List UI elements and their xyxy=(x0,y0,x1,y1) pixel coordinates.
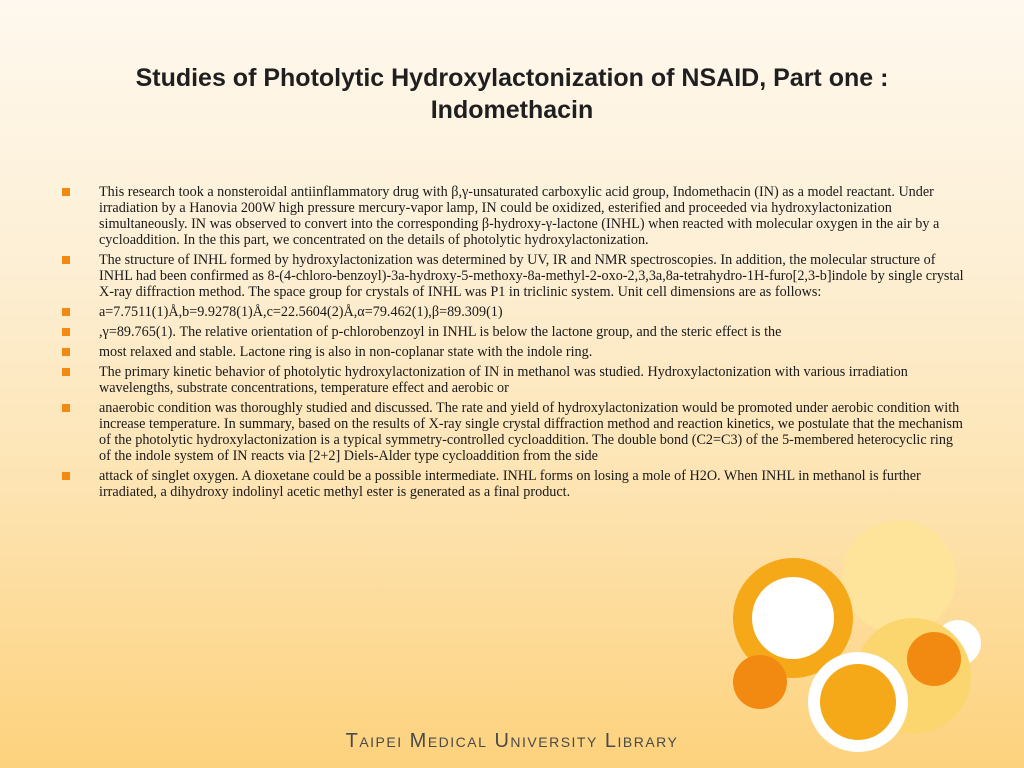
bullet-text: attack of singlet oxygen. A dioxetane could be a possible intermediate. INHL forms on losing a mole of H2O. When INHL in methanol is further irradiated, a dihydroxy indolinyl acetic methyl ester is generated as a final product. xyxy=(99,468,921,500)
square-bullet-icon xyxy=(62,188,70,196)
bullet-item xyxy=(62,364,964,396)
square-bullet-icon xyxy=(62,368,70,376)
decorative-circle-white xyxy=(752,577,834,659)
decorative-circle-pale-yellow xyxy=(842,520,956,634)
bullet-text: This research took a nonsteroidal antiinflammatory drug with β,γ-unsaturated carboxylic acid group, Indomethacin (IN) as a model reactant. Under irradiation by a Hanovia 200W high pressure mercury-vapor lamp, IN could be oxidized, esterified and proceeded via hydroxylactonization simultaneously. IN was observed to convert into the corresponding β-hydroxy-γ-lactone (INHL) when reacted with molecular oxygen in the air by a cycloaddition. In the this part, we concentrated on the details of photolytic hydroxylactonization. xyxy=(99,184,940,248)
bullet-item xyxy=(62,400,964,464)
bullet-text: most relaxed and stable. Lactone ring is also in non-coplanar state with the indole ring. xyxy=(99,344,593,360)
square-bullet-icon xyxy=(62,256,70,264)
bullet-item xyxy=(62,252,964,300)
decorative-circle-amber-inner xyxy=(820,664,896,740)
slide-title-line2: Indomethacin xyxy=(430,96,594,124)
slide-title xyxy=(60,62,964,126)
bullet-text: a=7.7511(1)Å,b=9.9278(1)Å,c=22.5604(2)Å,α=79.462(1),β=89.309(1) xyxy=(99,304,503,320)
slide-title-line1: Studies of Photolytic Hydroxylactonization of NSAID, Part one : xyxy=(135,64,889,92)
bullet-text: The structure of INHL formed by hydroxylactonization was determined by UV, IR and NMR spectroscopies. In addition, the molecular structure of INHL had been confirmed as 8-(4-chloro-benzoyl)-3a-hydroxy-5-methoxy-8a-methyl-2-oxo-2,3,3a,8a-tetrahydro-1H-furo[2,3-b]indole by single crystal X-ray diffraction method. The space group for crystals of INHL was P1 in triclinic system. Unit cell dimensions are as follows: xyxy=(99,252,964,300)
bullet-item xyxy=(62,304,964,320)
footer-library-name: Taipei Medical University Library xyxy=(345,730,679,752)
bullet-text: The primary kinetic behavior of photolytic hydroxylactonization of IN in methanol was studied. Hydroxylactonization with various irradiation wavelengths, substrate concentrations, temperature effect and aerobic or xyxy=(99,364,908,396)
square-bullet-icon xyxy=(62,308,70,316)
bullet-item xyxy=(62,344,964,360)
square-bullet-icon xyxy=(62,472,70,480)
decorative-circle-orange-right xyxy=(907,632,961,686)
square-bullet-icon xyxy=(62,328,70,336)
square-bullet-icon xyxy=(62,348,70,356)
bullet-item xyxy=(62,184,964,248)
bullet-list xyxy=(62,184,964,504)
bullet-item xyxy=(62,324,964,340)
bullet-text: ,γ=89.765(1). The relative orientation of p-chlorobenzoyl in INHL is below the lactone group, and the steric effect is the xyxy=(99,324,782,340)
bullet-text: anaerobic condition was thoroughly studied and discussed. The rate and yield of hydroxylactonization would be promoted under aerobic condition with increase temperature. In summary, based on the results of X-ray single crystal diffraction method and reaction kinetics, we postulate that the mechanism of the photolytic hydroxylactonization is a typical symmetry-controlled cycloaddition. The double bond (C2=C3) of the 5-membered heterocyclic ring of the indole system of IN reacts via [2+2] Diels-Alder type cycloaddition from the side xyxy=(99,400,963,464)
decorative-circle-orange-left xyxy=(733,655,787,709)
bullet-item xyxy=(62,468,964,500)
square-bullet-icon xyxy=(62,404,70,412)
